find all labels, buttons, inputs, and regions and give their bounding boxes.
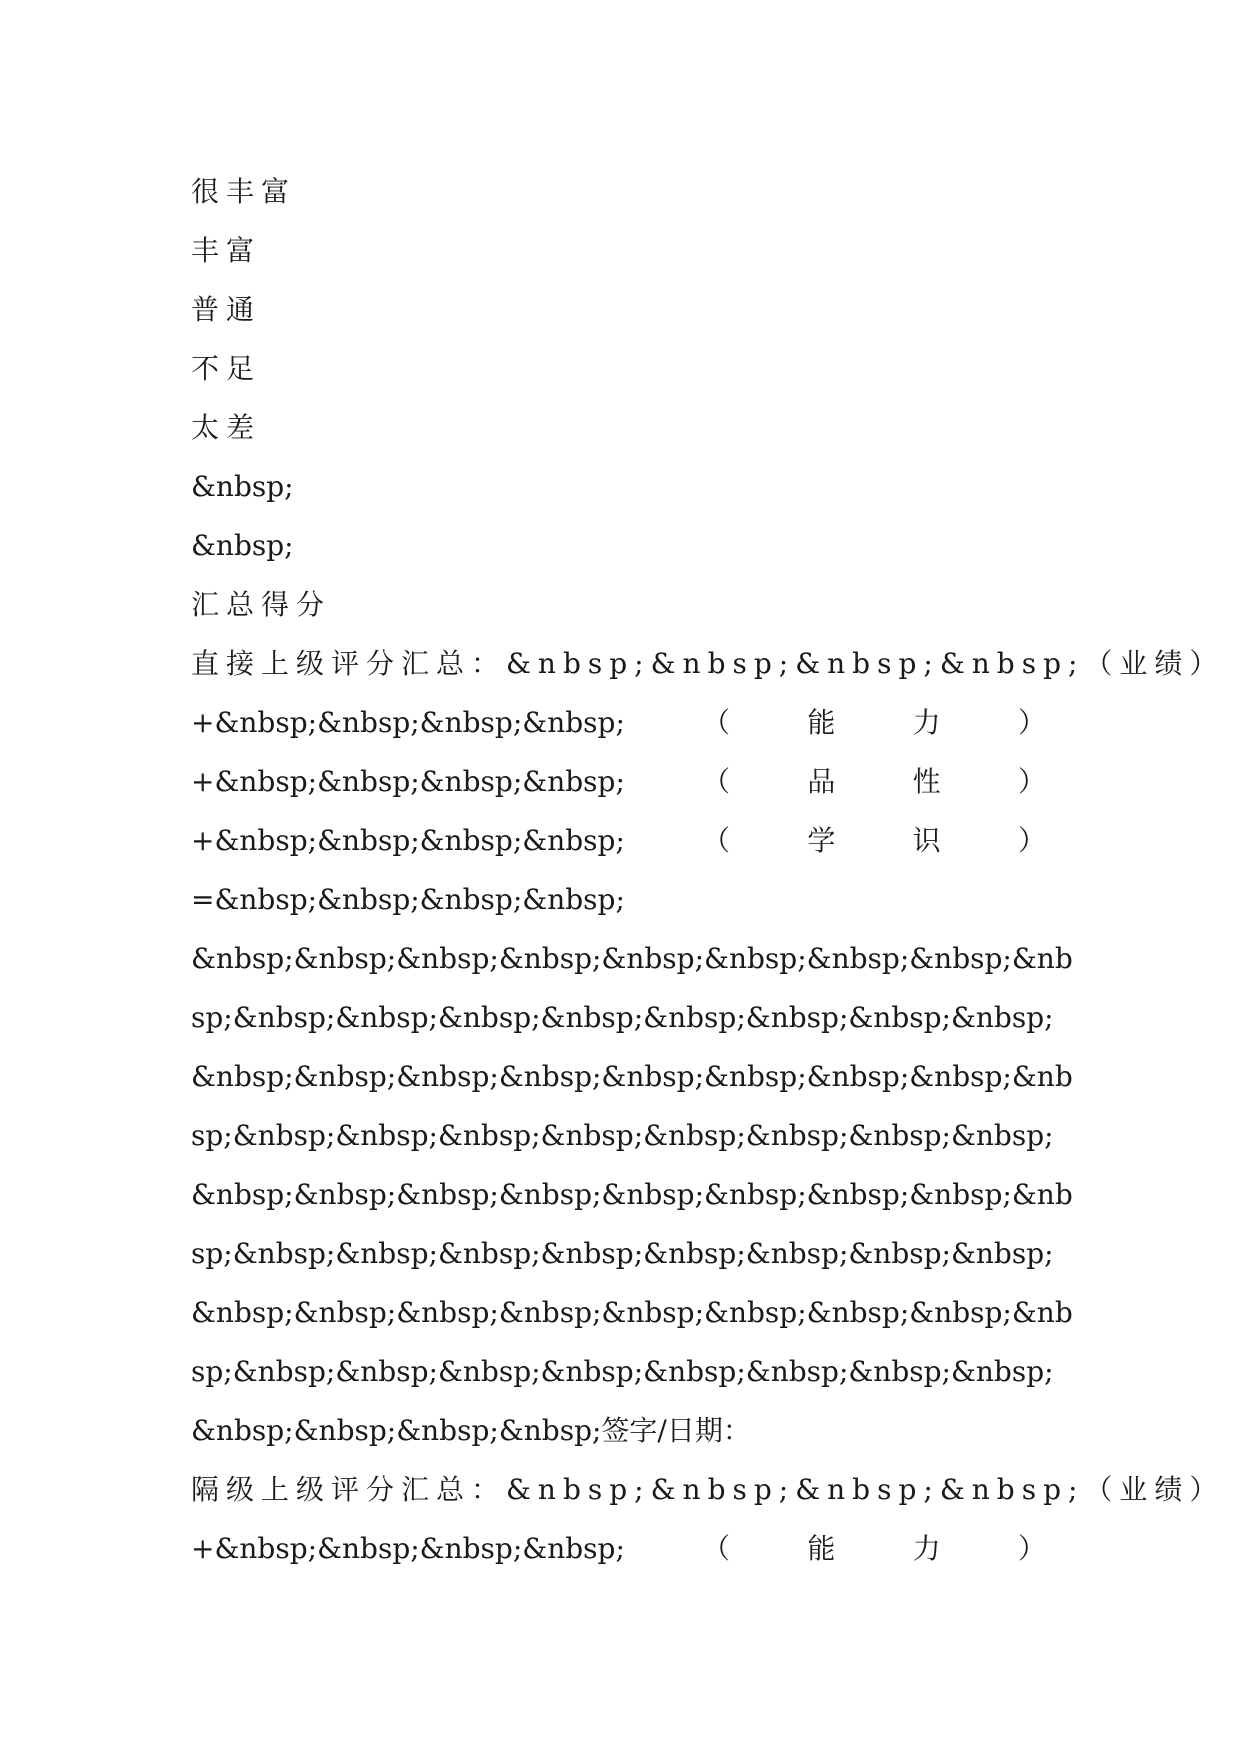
signature-date-line: &nbsp;&nbsp;&nbsp;&nbsp;签字/日期： [191,1414,751,1447]
open-paren: （ [702,1532,731,1565]
open-paren: （ [702,706,731,739]
document-body [191,162,1225,1578]
label-char: 识 [912,824,941,857]
section-heading-total-score: 汇总得分 [191,588,332,621]
open-paren: （ [702,824,731,857]
score-row-character [191,752,1046,811]
filler-line: &nbsp;&nbsp;&nbsp;&nbsp;&nbsp;&nbsp;&nbsp;&nbsp;&nb [191,1296,1073,1329]
label-char: 品 [807,765,836,798]
rating-option-very-rich: 很丰富 [191,175,297,208]
skip-level-supervisor-summary: 隔级上级评分汇总：&nbsp;&nbsp;&nbsp;&nbsp;（业绩） [191,1473,1225,1506]
filler-line: &nbsp;&nbsp;&nbsp;&nbsp;&nbsp;&nbsp;&nbsp;&nbsp;&nb [191,942,1073,975]
blank-line: &nbsp; [191,529,294,562]
rating-option-poor: 太差 [191,411,262,444]
rating-option-normal: 普通 [191,293,262,326]
filler-line: sp;&nbsp;&nbsp;&nbsp;&nbsp;&nbsp;&nbsp;&nbsp;&nbsp; [191,1237,1054,1270]
score-prefix: +&nbsp;&nbsp;&nbsp;&nbsp; [191,824,625,857]
rating-option-rich: 丰富 [191,234,262,267]
label-char: 力 [912,1532,941,1565]
close-paren: ） [1017,765,1046,798]
score-row-knowledge [191,811,1046,870]
score-row-ability [191,1519,1046,1578]
label-char: 性 [912,765,941,798]
filler-line: &nbsp;&nbsp;&nbsp;&nbsp;&nbsp;&nbsp;&nbsp;&nbsp;&nb [191,1178,1073,1211]
filler-line: sp;&nbsp;&nbsp;&nbsp;&nbsp;&nbsp;&nbsp;&nbsp;&nbsp; [191,1119,1054,1152]
filler-line: sp;&nbsp;&nbsp;&nbsp;&nbsp;&nbsp;&nbsp;&nbsp;&nbsp; [191,1355,1054,1388]
label-char: 能 [807,1532,836,1565]
blank-line: &nbsp; [191,470,294,503]
direct-supervisor-summary: 直接上级评分汇总：&nbsp;&nbsp;&nbsp;&nbsp;（业绩） [191,647,1225,680]
close-paren: ） [1017,706,1046,739]
score-prefix: +&nbsp;&nbsp;&nbsp;&nbsp; [191,765,625,798]
filler-line: sp;&nbsp;&nbsp;&nbsp;&nbsp;&nbsp;&nbsp;&nbsp;&nbsp; [191,1001,1054,1034]
open-paren: （ [702,765,731,798]
label-char: 学 [807,824,836,857]
score-row-ability [191,693,1046,752]
label-char: 能 [807,706,836,739]
score-prefix: +&nbsp;&nbsp;&nbsp;&nbsp; [191,1532,625,1565]
close-paren: ） [1017,1532,1046,1565]
filler-line: &nbsp;&nbsp;&nbsp;&nbsp;&nbsp;&nbsp;&nbsp;&nbsp;&nb [191,1060,1073,1093]
score-total-row: =&nbsp;&nbsp;&nbsp;&nbsp; [191,883,625,916]
close-paren: ） [1017,824,1046,857]
label-char: 力 [912,706,941,739]
score-prefix: +&nbsp;&nbsp;&nbsp;&nbsp; [191,706,625,739]
rating-option-insufficient: 不足 [191,352,262,385]
